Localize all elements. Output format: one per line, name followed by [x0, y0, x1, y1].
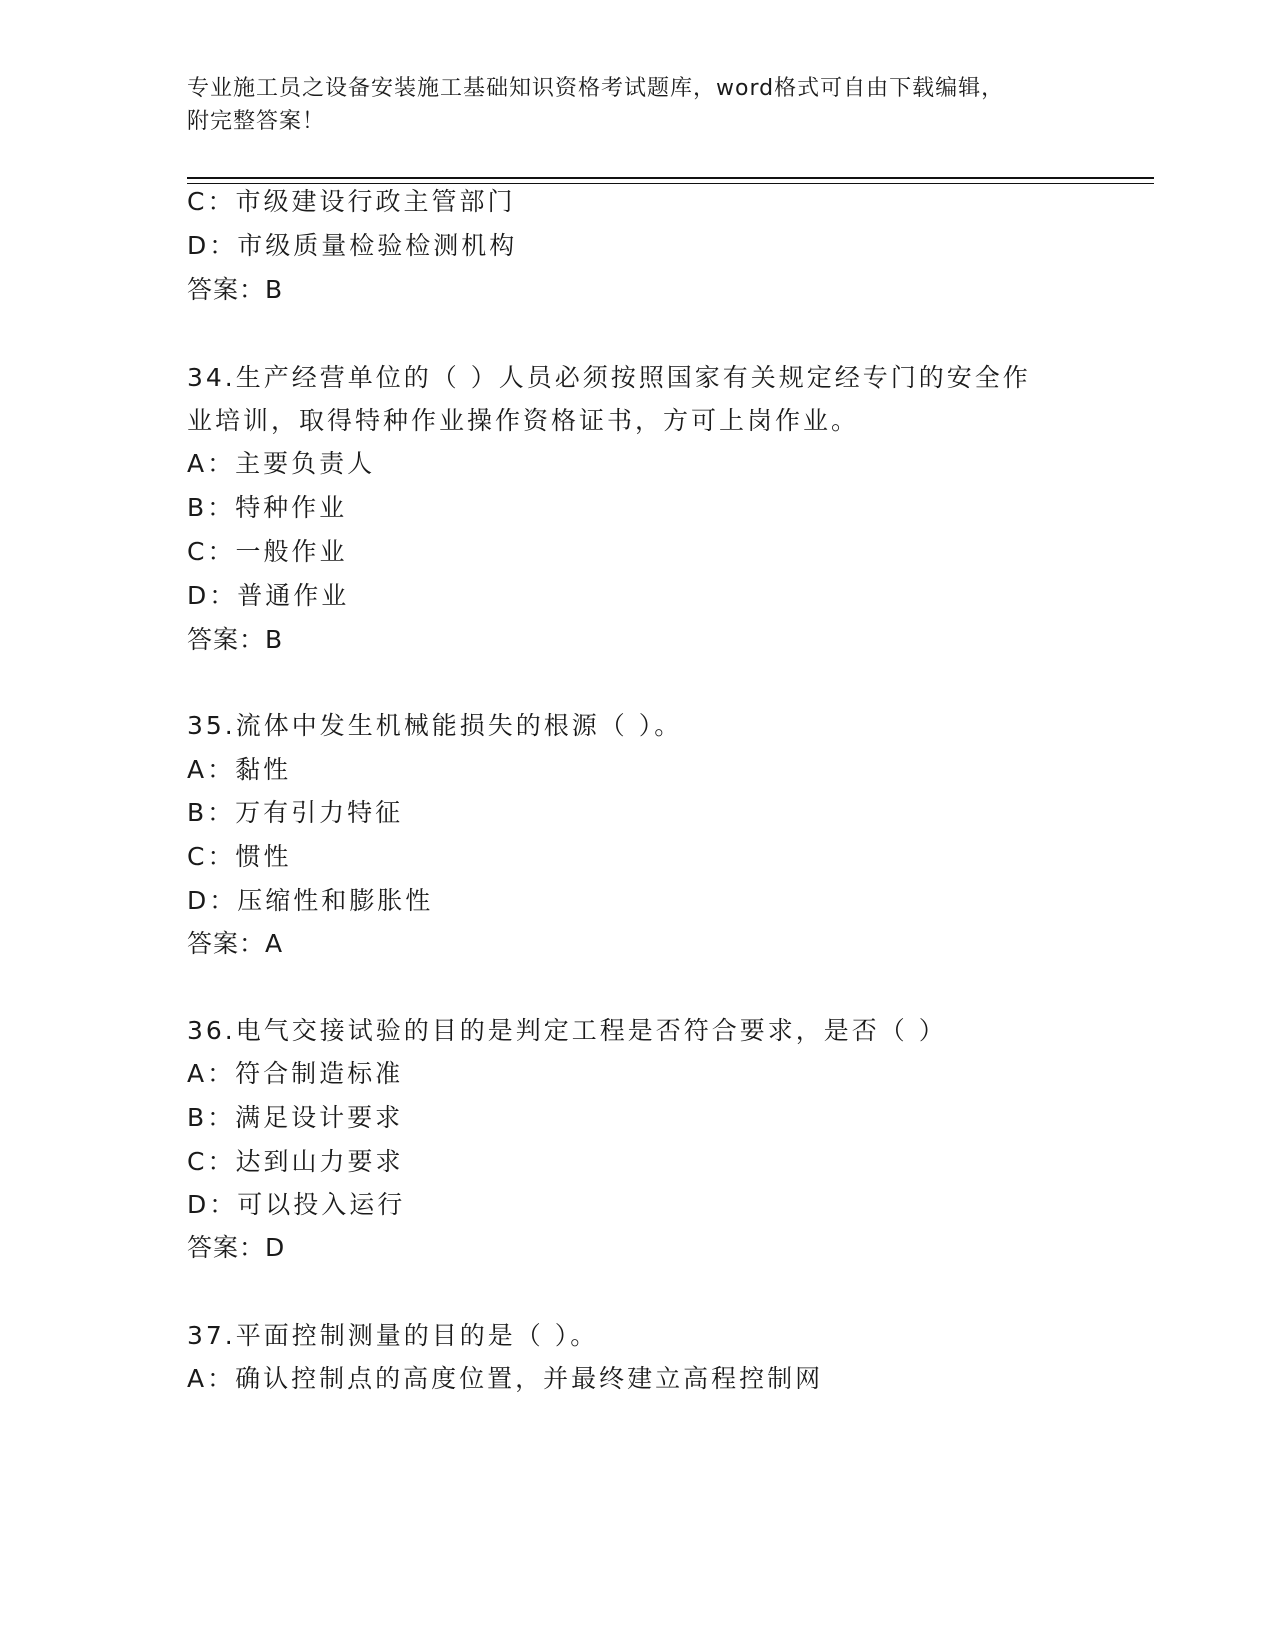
header-line-1: 专业施工员之设备安装施工基础知识资格考试题库，word格式可自由下载编辑，	[187, 76, 1005, 101]
answer: 答案：D	[187, 1233, 286, 1262]
option-b: B：特种作业	[187, 493, 348, 522]
option-c: C：达到山力要求	[187, 1147, 404, 1176]
question-34-stem: 34.生产经营单位的（ ）人员必须按照国家有关规定经专门的安全作	[187, 363, 1031, 392]
document-header	[187, 72, 1067, 138]
question-35-stem: 35.流体中发生机械能损失的根源（ ）。	[187, 711, 683, 740]
answer: 答案：B	[187, 275, 284, 304]
answer: 答案：B	[187, 625, 284, 654]
question-34-stem-cont: 业培训，取得特种作业操作资格证书，方可上岗作业。	[187, 406, 860, 435]
option-b: B：万有引力特征	[187, 798, 404, 827]
option-d: D：压缩性和膨胀性	[187, 886, 434, 915]
option-c: C：惯性	[187, 842, 292, 871]
option-c: C：市级建设行政主管部门	[187, 187, 516, 216]
header-line-2: 附完整答案！	[187, 109, 326, 134]
header-divider	[187, 177, 1154, 184]
answer: 答案：A	[187, 929, 284, 958]
option-b: B：满足设计要求	[187, 1103, 404, 1132]
question-37-stem: 37.平面控制测量的目的是（ ）。	[187, 1321, 599, 1350]
option-c: C：一般作业	[187, 537, 348, 566]
option-a: A：确认控制点的高度位置，并最终建立高程控制网	[187, 1364, 824, 1393]
option-d: D：普通作业	[187, 581, 350, 610]
option-a: A：主要负责人	[187, 449, 376, 478]
option-d: D：可以投入运行	[187, 1190, 406, 1219]
question-36-stem: 36.电气交接试验的目的是判定工程是否符合要求，是否（ ）	[187, 1016, 947, 1045]
option-a: A：黏性	[187, 755, 292, 784]
option-a: A：符合制造标准	[187, 1059, 404, 1088]
option-d: D：市级质量检验检测机构	[187, 231, 518, 260]
